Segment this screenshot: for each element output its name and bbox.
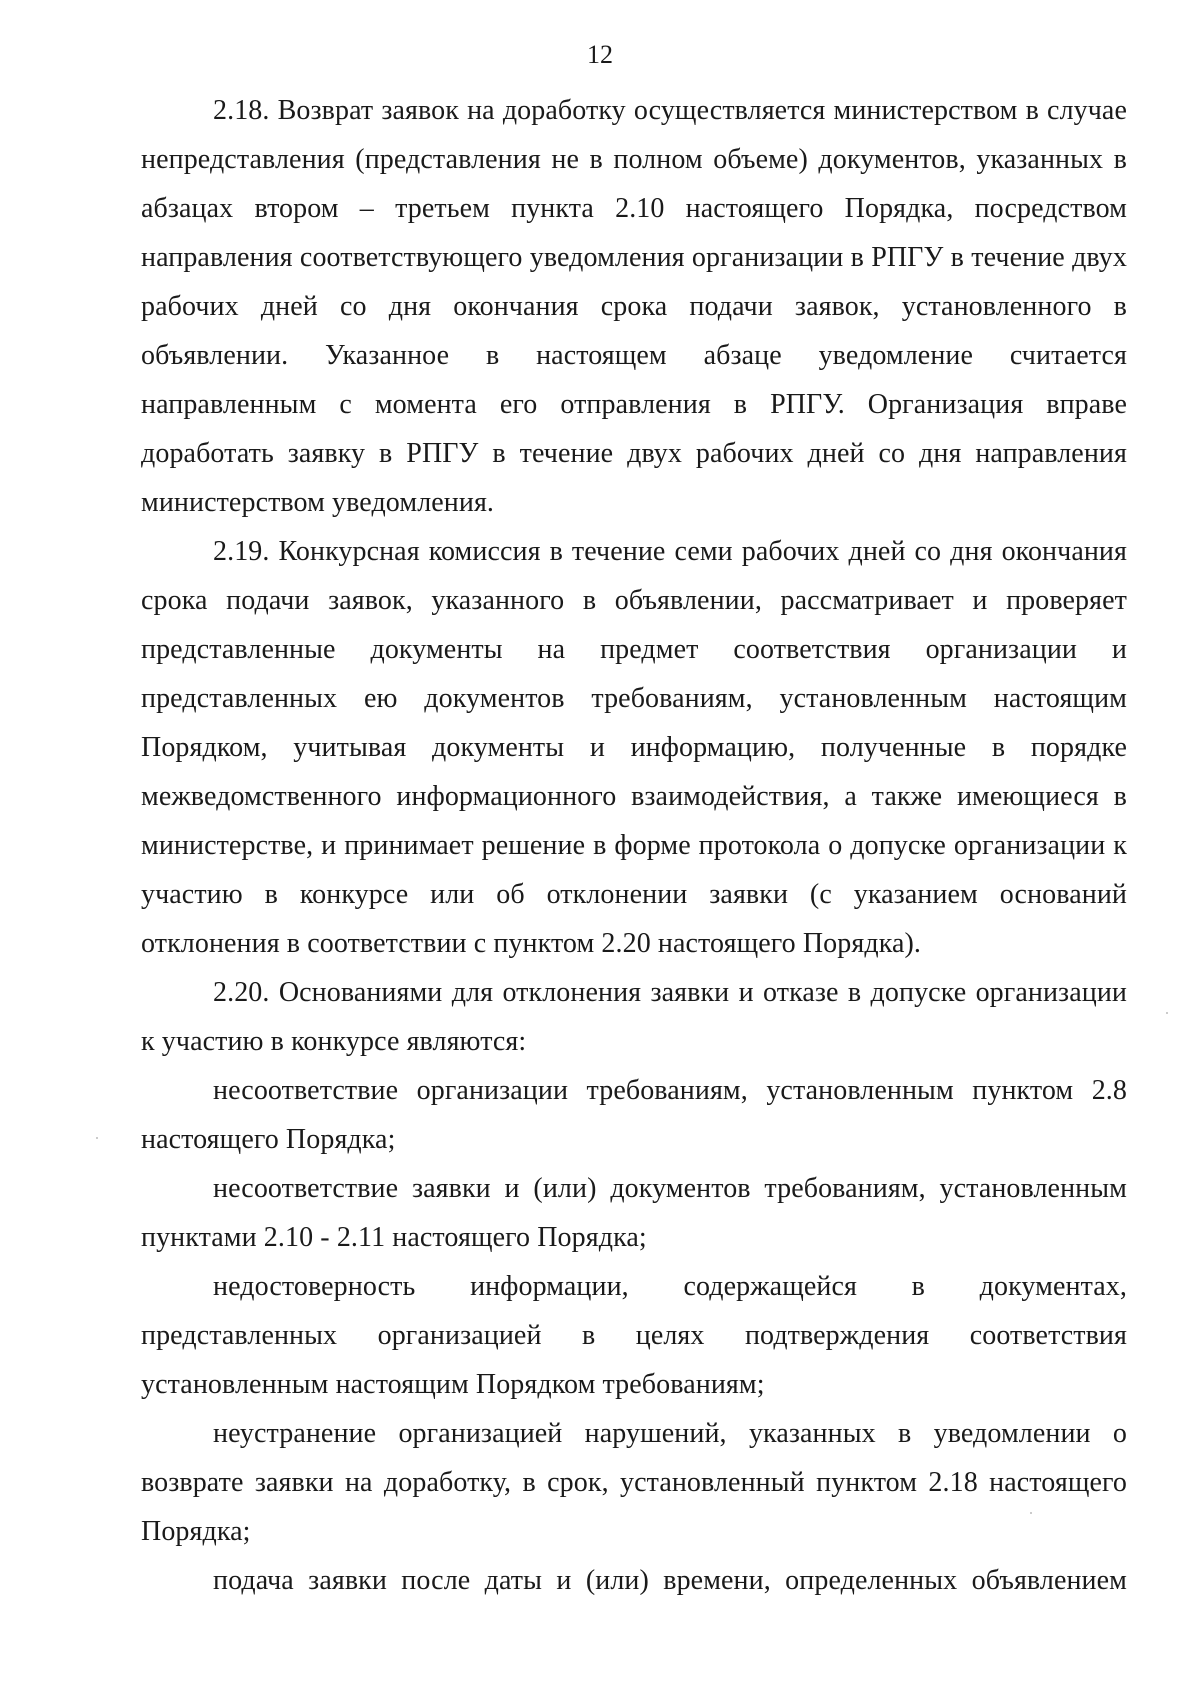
scan-speck — [1030, 1512, 1032, 1514]
list-item-unreliable-info: недостоверность информации, содержащейся в документах, представленных организацией в целях подтверждения соответствия установленным настоящим Порядком требованиям; — [141, 1271, 1127, 1400]
document-body — [141, 86, 1127, 1605]
paragraph-2-18: 2.18. Возврат заявок на доработку осуществляется министерством в случае непредставления (представления не в полном объеме) документов, указанных в абзацах втором – третьем пункта 2.10 настоящего Порядка, посредством направления соответствующего уведомления организации в РПГУ в течение двух рабочих дней со дня окончания срока подачи заявок, установленного в объявлении. Указанное в настоящем абзаце уведомление считается направленным с момента его отправления в РПГУ. Организация вправе доработать заявку в РПГУ в течение двух рабочих дней со дня направления министерством уведомления. — [141, 95, 1127, 518]
paragraph-2-19: 2.19. Конкурсная комиссия в течение семи рабочих дней со дня окончания срока подачи заявок, указанного в объявлении, рассматривает и проверяет представленные документы на предмет соответствия организации и представленных ею документов требованиям, установленным настоящим Порядком, учитывая документы и информацию, полученные в порядке межведомственного информационного взаимодействия, а также имеющиеся в министерстве, и принимает решение в форме протокола о допуске организации к участию в конкурсе или об отклонении заявки (с указанием оснований отклонения в соответствии с пунктом 2.20 настоящего Порядка). — [141, 536, 1127, 959]
list-item-docs-mismatch: несоответствие заявки и (или) документов требованиям, установленным пунктами 2.10 - 2.11 настоящего Порядка; — [141, 1173, 1127, 1253]
paragraph-2-20: 2.20. Основаниями для отклонения заявки и отказе в допуске организации к участию в конкурсе являются: — [141, 977, 1127, 1057]
list-item-not-fixed: неустранение организацией нарушений, указанных в уведомлении о возврате заявки на доработку, в срок, установленный пунктом 2.18 настоящего Порядка; — [141, 1418, 1127, 1547]
scan-speck — [96, 1137, 98, 1139]
list-item-org-mismatch: несоответствие организации требованиям, установленным пунктом 2.8 настоящего Порядка; — [141, 1075, 1127, 1155]
page-number: 12 — [587, 40, 613, 69]
scan-speck — [1166, 1012, 1168, 1014]
list-item-late-submission: подача заявки после даты и (или) времени, определенных объявлением — [213, 1565, 1127, 1596]
